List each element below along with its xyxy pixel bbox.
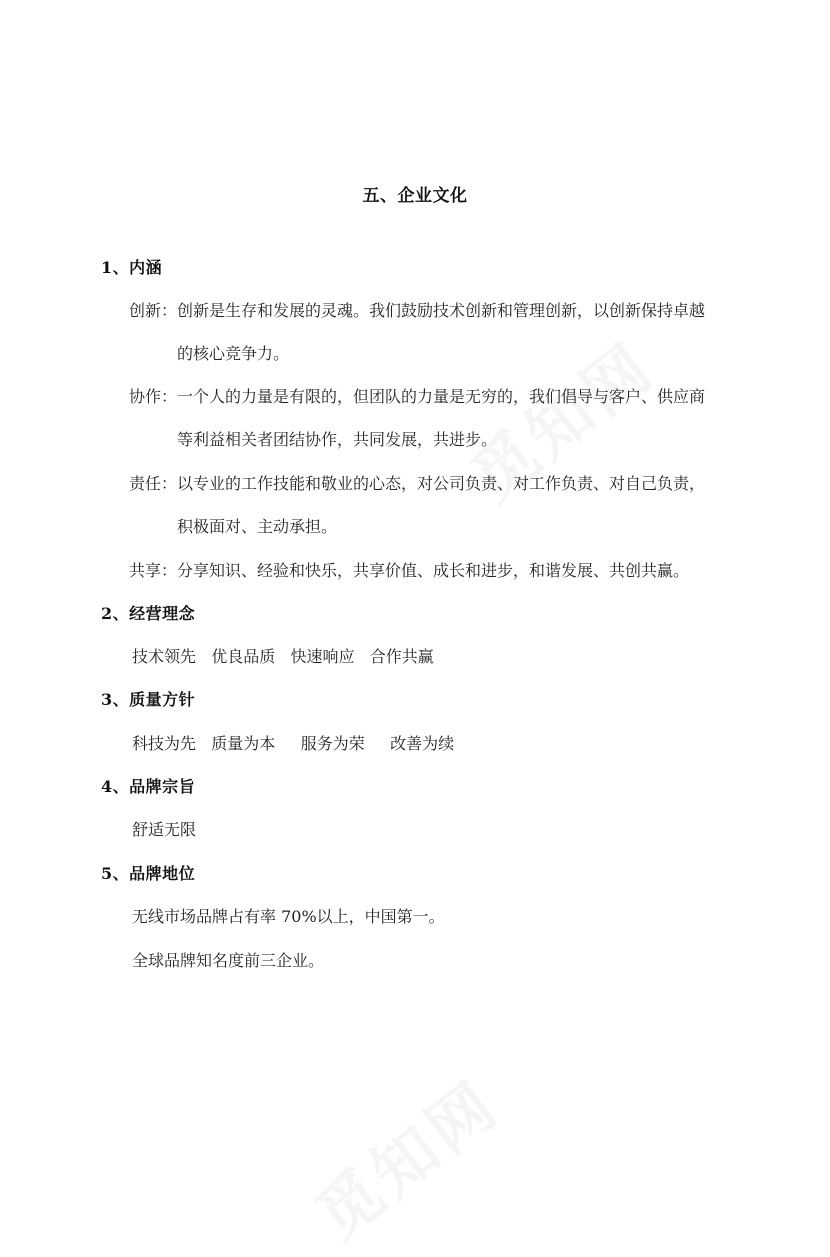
paragraph-label: 共享： xyxy=(129,561,178,580)
paragraph-label: 创新： xyxy=(129,301,178,320)
brand-position-line: 全球品牌知名度前三企业。 xyxy=(132,951,325,970)
section-heading-4: 4、品牌宗旨 xyxy=(101,777,196,796)
section-heading-3: 3、质量方针 xyxy=(101,690,196,709)
brand-position-line: 无线市场品牌占有率 70%以上，中国第一。 xyxy=(132,907,445,926)
paragraph-innovation xyxy=(129,297,749,325)
quality-policy-text: 科技为先 质量为本 服务为荣 改善为续 xyxy=(132,734,455,753)
brand-purpose-text: 舒适无限 xyxy=(132,820,197,839)
paragraph-text: 分享知识、经验和快乐，共享价值、成长和进步，和谐发展、共创共赢。 xyxy=(177,561,690,580)
paragraph-text: 创新是生存和发展的灵魂。我们鼓励技术创新和管理创新，以创新保持卓越 xyxy=(177,301,706,320)
paragraph-continuation: 积极面对、主动承担。 xyxy=(177,517,338,536)
section-heading-5: 5、品牌地位 xyxy=(101,864,196,883)
watermark xyxy=(294,1055,516,1257)
paragraph-label: 责任： xyxy=(129,474,178,493)
business-philosophy-text: 技术领先 优良品质 快速响应 合作共赢 xyxy=(132,647,434,666)
section-heading-1: 1、内涵 xyxy=(101,258,163,277)
paragraph-sharing xyxy=(129,557,749,585)
page-title: 五、企业文化 xyxy=(362,186,468,206)
paragraph-label: 协作： xyxy=(129,387,178,406)
paragraph-continuation: 的核心竞争力。 xyxy=(177,344,290,363)
paragraph-text: 以专业的工作技能和敬业的心态，对公司负责、对工作负责、对自己负责， xyxy=(177,474,706,493)
paragraph-collaboration xyxy=(129,383,749,411)
paragraph-responsibility xyxy=(129,470,749,498)
paragraph-continuation: 等利益相关者团结协作，共同发展，共进步。 xyxy=(177,430,498,449)
paragraph-text: 一个人的力量是有限的，但团队的力量是无穷的，我们倡导与客户、供应商 xyxy=(177,387,706,406)
section-heading-2: 2、经营理念 xyxy=(101,604,196,623)
